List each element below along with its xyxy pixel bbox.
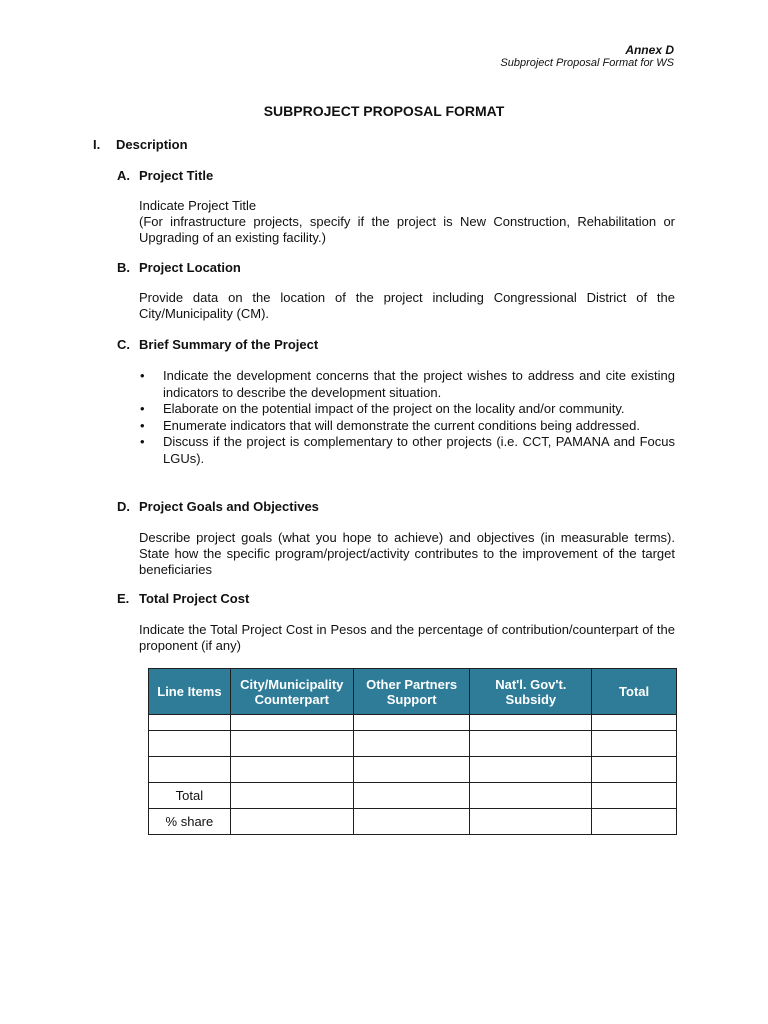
- bullet-icon: •: [140, 401, 145, 416]
- table-row: [149, 757, 677, 783]
- table-cell: [353, 783, 470, 809]
- table-header-row: [149, 669, 677, 715]
- column-header-line-items: Line Items: [149, 669, 231, 715]
- table-cell: [470, 809, 592, 835]
- subsection-d-title: Project Goals and Objectives: [139, 499, 319, 514]
- list-item: [139, 418, 675, 435]
- table-row: [149, 715, 677, 731]
- table-cell: [230, 715, 353, 731]
- column-header-city-counterpart: City/Municipality Counterpart: [230, 669, 353, 715]
- table-cell: [230, 783, 353, 809]
- table-cell: [592, 731, 677, 757]
- subsection-e-letter: E.: [117, 591, 130, 606]
- table-cell: [592, 783, 677, 809]
- table-cell: [149, 731, 231, 757]
- subsection-a-heading: [117, 168, 213, 183]
- subsection-e-title: Total Project Cost: [139, 591, 250, 606]
- subsection-c-heading: [117, 337, 318, 352]
- table-cell: [470, 757, 592, 783]
- table-cell: [353, 731, 470, 757]
- table-cell: [470, 715, 592, 731]
- bullet-icon: •: [140, 417, 145, 433]
- table-cell: [149, 715, 231, 731]
- subsection-a-title: Project Title: [139, 168, 214, 183]
- subsection-b-text: Provide data on the location of the project including Congressional District of the City/Municipality (CM).: [139, 290, 675, 321]
- table-row-share: [149, 809, 677, 835]
- bullet-text: Elaborate on the potential impact of the project on the locality and/or community.: [163, 401, 625, 416]
- table-cell: [230, 731, 353, 757]
- table-row: [149, 731, 677, 757]
- bullet-icon: •: [140, 368, 145, 383]
- subsection-a-letter: A.: [117, 168, 130, 183]
- summary-bullet-list: [139, 368, 675, 467]
- section-number: I.: [93, 137, 101, 152]
- row-label-share: % share: [149, 809, 231, 835]
- subsection-e-text: Indicate the Total Project Cost in Pesos and the percentage of contribution/counterpart of the proponent (if any): [139, 622, 675, 653]
- bullet-text: Enumerate indicators that will demonstrate the current conditions being addressed.: [163, 417, 640, 433]
- table-cell: [470, 731, 592, 757]
- table-cell: [230, 757, 353, 783]
- subsection-c-letter: C.: [117, 337, 130, 352]
- subsection-b-title: Project Location: [139, 260, 241, 275]
- bullet-text: Indicate the development concerns that the project wishes to address and cite existing indicators to describe the development situation.: [163, 368, 675, 400]
- table-cell: [592, 757, 677, 783]
- subsection-b-letter: B.: [117, 260, 130, 275]
- bullet-icon: •: [140, 434, 145, 449]
- subsection-c-title: Brief Summary of the Project: [139, 337, 319, 352]
- section-heading: [93, 137, 188, 152]
- project-cost-table: [148, 668, 677, 835]
- list-item: [139, 434, 675, 467]
- subsection-a-line1: Indicate Project Title: [139, 198, 257, 213]
- table-cell: [149, 757, 231, 783]
- column-header-total: Total: [592, 669, 677, 715]
- column-header-other-partners: Other Partners Support: [353, 669, 470, 715]
- subsection-d-letter: D.: [117, 499, 130, 514]
- row-label-total: Total: [149, 783, 231, 809]
- subsection-a-line2: (For infrastructure projects, specify if the project is New Construction, Rehabilitation or Upgrading of an existing facility.): [139, 214, 675, 245]
- subsection-d-heading: [117, 499, 319, 514]
- table-cell: [353, 757, 470, 783]
- subsection-a-text: [139, 198, 675, 246]
- page-title: SUBPROJECT PROPOSAL FORMAT: [263, 103, 505, 119]
- subsection-e-heading: [117, 591, 249, 606]
- table-cell: [592, 809, 677, 835]
- section-label: Description: [116, 137, 188, 152]
- subsection-b-heading: [117, 260, 241, 275]
- table-cell: [230, 809, 353, 835]
- table-cell: [470, 783, 592, 809]
- annex-label: Annex D: [625, 43, 674, 57]
- table-cell: [353, 715, 470, 731]
- table-cell: [592, 715, 677, 731]
- table-row-total: [149, 783, 677, 809]
- column-header-natl-subsidy: Nat'l. Gov't. Subsidy: [470, 669, 592, 715]
- annex-subtitle: Subproject Proposal Format for WS: [500, 57, 674, 69]
- list-item: [139, 401, 675, 418]
- table-cell: [353, 809, 470, 835]
- list-item: [139, 368, 675, 401]
- bullet-text: Discuss if the project is complementary to other projects (i.e. CCT, PAMANA and Focus LGUs).: [163, 434, 675, 466]
- subsection-d-text: Describe project goals (what you hope to achieve) and objectives (in measurable terms). State how the specific program/project/activity contributes to the improvement of the target beneficiaries: [139, 530, 675, 577]
